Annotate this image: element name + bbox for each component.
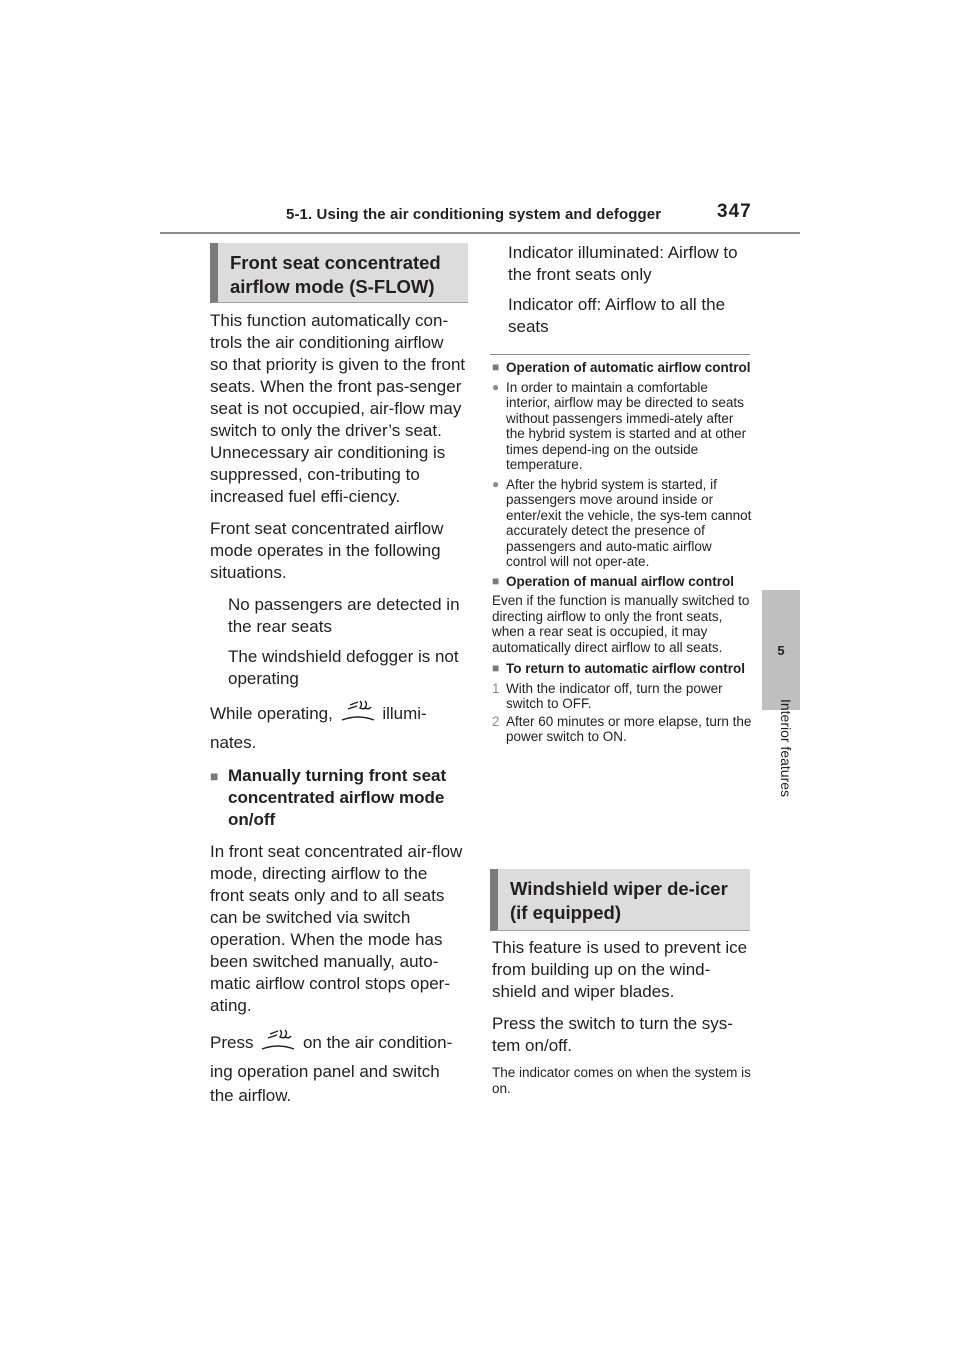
bullet-glyph (490, 242, 508, 286)
chapter-tab (762, 590, 800, 710)
list-item-text: No passengers are detected in the rear seats (228, 595, 460, 636)
step-text: After 60 minutes or more elapse, turn the power switch to ON. (506, 713, 752, 744)
text-fragment: illumi-nates. (210, 703, 427, 752)
bullet-glyph (210, 646, 228, 690)
bullet-glyph (490, 294, 508, 338)
s-flow-conditions-intro: Front seat concentrated airflow mode operates in the following situations. (210, 519, 444, 582)
note-heading-text: To return to automatic airflow control (506, 661, 746, 676)
text-fragment: While operating, (210, 703, 333, 723)
square-glyph: ■ (492, 360, 500, 374)
notes-section (492, 360, 754, 747)
manual-mode-description: In front seat concentrated air-flow mode, directing airflow to the front seats only and to all seats can be switched via switch operation. When the mode has been switched manually, auto-matic airflow control stops oper-ating. (210, 842, 463, 1015)
chapter-label: Interior features (778, 698, 794, 798)
note-item (492, 380, 754, 473)
s-flow-icon (258, 1027, 298, 1060)
wiper-deicer-description: This feature is used to prevent ice from building up on the wind-shield and wiper blades. (492, 938, 748, 1001)
subheading-text: Manually turning front seat concentrated airflow mode on/off (228, 766, 447, 829)
note-heading-text: Operation of automatic airflow control (506, 360, 751, 375)
dot-glyph: ● (492, 476, 500, 491)
note-heading (492, 661, 754, 677)
square-glyph: ■ (492, 573, 500, 588)
note-heading (492, 360, 754, 376)
list-item (490, 294, 752, 338)
text-fragment: on the air condition-ing operation panel and switch the airflow. (210, 1032, 453, 1105)
note-heading-text: Operation of manual airflow control (506, 573, 735, 589)
subheading-manual-mode (210, 765, 466, 831)
header-rule (160, 232, 800, 234)
wiper-deicer-indicator-note: The indicator comes on when the system is on. (492, 1065, 751, 1096)
section-heading-text: Front seat concentrated airflow mode (S-FLOW) (230, 252, 441, 297)
square-glyph: ■ (492, 661, 500, 675)
left-column (210, 310, 466, 1118)
dot-glyph: ● (492, 379, 500, 394)
section-heading-s-flow (210, 243, 468, 303)
note-paragraph: Even if the function is manually switched to directing airflow to only the front seats, when a rear seat is occupied, it may automatically direct airflow to all seats. (492, 593, 750, 655)
section-heading-text: Windshield wiper de-icer (if equipped) (510, 878, 728, 923)
note-heading (492, 574, 754, 590)
chapter-number: 5 (777, 642, 785, 658)
page-number: 347 (717, 201, 752, 222)
s-flow-description: This function automatically con-trols the air conditioning airflow so that priority is given to the front seats. When the front pas-senger seat is not occupied, air-flow may switch to only the driver’s seat. Unnecessary air conditioning is suppressed, con-tributing to increased fuel effi-ciency. (210, 311, 466, 506)
wiper-deicer-body (492, 937, 754, 1096)
step-item (492, 681, 754, 712)
step-item (492, 714, 754, 745)
section-heading-wiper-deicer (490, 869, 750, 931)
step-number: 2 (492, 713, 500, 729)
note-item-text: In order to maintain a comfortable interior, airflow may be directed to seats without passengers immedi-ately after the hybrid system is started and at other times depend-ing on the outside temperature. (506, 379, 747, 472)
running-header-title: 5-1. Using the air conditioning system and defogger (286, 206, 662, 223)
list-item (210, 594, 466, 638)
note-item (492, 477, 754, 570)
press-instruction (210, 1027, 466, 1108)
list-item-text: Indicator illuminated: Airflow to the front seats only (508, 243, 738, 284)
step-text: With the indicator off, turn the power switch to OFF. (506, 680, 723, 711)
note-item-text: After the hybrid system is started, if passengers move around inside or enter/exit the vehicle, the sys-tem cannot accurately detect the presence of passengers and auto-matic airflow control will not oper-ate. (506, 476, 752, 569)
operating-indicator-text (210, 698, 466, 755)
s-flow-icon (338, 698, 378, 731)
notes-divider (490, 354, 750, 355)
list-item (210, 646, 466, 690)
step-number: 1 (492, 680, 500, 696)
list-item (490, 242, 752, 286)
list-item-text: The windshield defogger is not operating (228, 647, 459, 688)
list-item-text: Indicator off: Airflow to all the seats (508, 295, 726, 336)
right-column-top (490, 242, 752, 346)
square-glyph: ■ (210, 768, 219, 784)
wiper-deicer-instruction: Press the switch to turn the sys-tem on/off. (492, 1014, 733, 1055)
bullet-glyph (210, 594, 228, 638)
text-fragment: Press (210, 1032, 254, 1052)
